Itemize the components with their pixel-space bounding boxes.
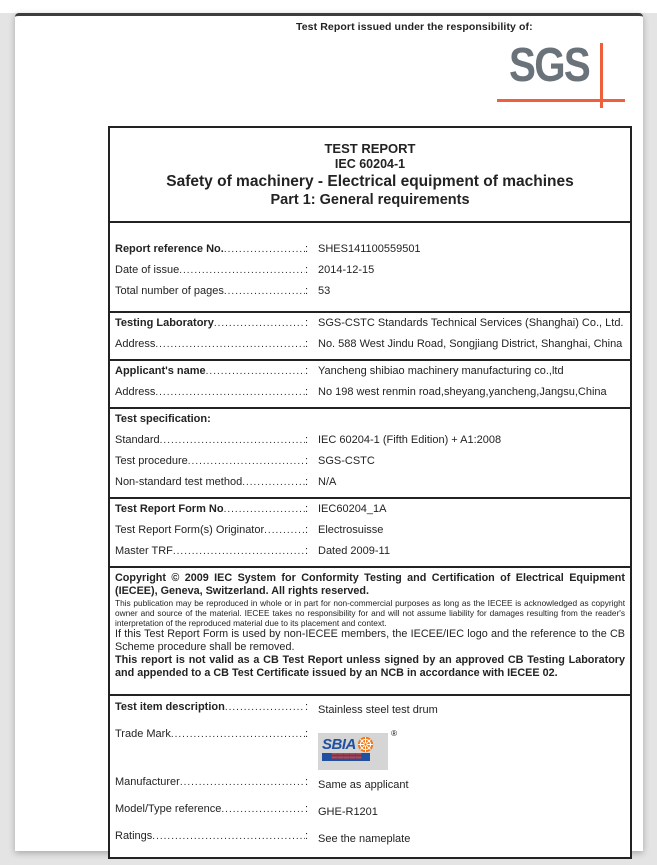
row-value: No. 588 West Jindu Road, Songjiang District, Shanghai, China [318,338,623,350]
row-label: Test Report Form No [115,503,224,515]
dotted-leader [180,777,305,788]
row-value: IEC 60204-1 (Fifth Edition) + A1:2008 [318,434,502,446]
row-label: Test item description [115,701,225,713]
responsibility-text: Test Report issued under the responsibility of: [296,21,533,33]
row-value: 53 [318,285,331,297]
row-label: Applicant's name [115,365,206,377]
row-label-cell [115,545,308,557]
sgs-logo-vertical-line [600,43,603,108]
table-row [115,803,625,830]
row-value: GHE-R1201 [318,806,378,818]
trademark-text: SBIA [322,736,356,753]
row-label: Ratings [115,830,153,842]
dotted-leader [221,804,305,815]
row-label-cell [115,386,308,398]
row-label: Test specification: [115,413,211,425]
table-row [115,830,625,857]
table-row [115,503,625,524]
row-value: N/A [318,476,337,488]
table-section [110,311,630,359]
copyright-usage-note: If this Test Report Form is used by non-IECEE members, the IECEE/IEC logo and the reference to the CB Scheme procedure shall be removed. [115,628,625,653]
row-label-cell [115,434,308,446]
dotted-leader [242,477,305,488]
dotted-leader [264,525,305,536]
row-label: Test procedure [115,455,188,467]
table-row [115,413,625,434]
row-value: Yancheng shibiao machinery manufacturing co.,ltd [318,365,564,377]
table-row [115,728,625,776]
row-value: SHES141100559501 [318,243,421,255]
standard-number: IEC 60204-1 [334,157,406,171]
table-row [115,338,625,359]
copyright-fine-print: This publication may be reproduced in whole or in part for non-commercial purposes as long as the IECEE is acknowledged as copyright owner and source of the material. IECEE takes no responsibility for and will not assume liability for damages resulting from the reader's interpretation of the reproduced material due to its placement and context. [115,598,625,628]
row-label-cell [115,728,308,740]
table-row [115,365,625,386]
table-row [115,317,625,338]
row-label: Non-standard test method [115,476,243,488]
registered-mark: ® [391,729,397,738]
trademark-wheel-icon [357,736,374,753]
table-section [110,694,630,857]
table-section [110,359,630,407]
row-value: SGS-CSTC Standards Technical Services (Shanghai) Co., Ltd. [318,317,624,329]
table-row [115,455,625,476]
row-label-cell [115,338,308,350]
row-label: Trade Mark [115,728,171,740]
title-block [110,128,630,221]
report-table [108,126,632,859]
dotted-leader [206,366,305,377]
dotted-leader [155,387,305,398]
copyright-notice: Copyright © 2009 IEC System for Conformity Testing and Certification of Electrical Equipment (IECEE), Geneva, Switzerland. All rights reserved. [115,572,625,597]
row-label-cell [115,365,308,377]
table-row [115,524,625,545]
table-sections-top [110,221,630,566]
dotted-leader [160,435,305,446]
dotted-leader [152,831,305,842]
copyright-section [110,566,630,694]
standard-part: Part 1: General requirements [270,192,470,208]
row-label: Total number of pages [115,285,224,297]
standard-name: Safety of machinery - Electrical equipment of machines [166,173,574,190]
row-value: 2014-12-15 [318,264,375,276]
row-label: Master TRF [115,545,173,557]
row-label-cell [115,524,308,536]
dotted-leader [171,729,305,740]
dotted-leader [155,339,305,350]
table-row [115,285,625,306]
row-label: Manufacturer [115,776,180,788]
dotted-leader [225,702,305,713]
row-label-cell [115,317,308,329]
dotted-leader [179,265,305,276]
row-value: No 198 west renmin road,sheyang,yancheng,Jangsu,China [318,386,607,398]
row-label-cell [115,243,308,255]
row-label: Address [115,386,156,398]
trademark-logo [318,729,397,770]
trademark-cn-bar: 〓〓〓〓〓 [322,753,370,761]
row-label-cell [115,285,308,297]
row-label-cell [115,413,308,425]
row-value: See the nameplate [318,833,411,845]
sgs-logo-text: SGS [509,39,590,92]
dotted-leader [214,318,305,329]
row-value: Electrosuisse [318,524,384,536]
row-label: Test Report Form(s) Originator [115,524,265,536]
table-row [115,243,625,264]
table-section [110,407,630,497]
row-value: Same as applicant [318,779,409,791]
row-label-cell [115,455,308,467]
row-value: SGS-CSTC [318,455,375,467]
table-row [115,264,625,285]
row-label-cell [115,264,308,276]
table-row [115,776,625,803]
row-label-cell [115,503,308,515]
dotted-leader [224,504,305,515]
table-sections-bottom [110,694,630,857]
row-label: Address [115,338,156,350]
row-label: Testing Laboratory [115,317,214,329]
table-row [115,701,625,728]
report-page [15,13,643,851]
table-row [115,434,625,455]
row-value: Dated 2009-11 [318,545,390,557]
row-label-cell [115,803,308,815]
dotted-leader [224,244,305,255]
table-row [115,386,625,407]
table-section [110,221,630,311]
row-label: Model/Type reference [115,803,222,815]
row-value [308,731,625,770]
sgs-logo-underline [497,99,625,102]
table-row [115,476,625,497]
table-section [110,497,630,566]
row-label-cell [115,476,308,488]
top-white-strip [0,0,657,13]
dotted-leader [173,546,305,557]
dotted-leader [224,286,305,297]
trademark-logo-box [318,733,388,770]
row-label-cell [115,776,308,788]
row-value: IEC60204_1A [318,503,387,515]
table-row [115,545,625,566]
row-value: Stainless steel test drum [318,704,438,716]
row-label: Standard [115,434,160,446]
dotted-leader [188,456,305,467]
report-title: TEST REPORT [324,141,416,156]
copyright-validity-note: This report is not valid as a CB Test Report unless signed by an approved CB Testing Laboratory and appended to a CB Test Certificate issued by an NCB in accordance with IECEE 02. [115,654,625,679]
row-label: Report reference No. [115,243,224,255]
row-label: Date of issue [115,264,180,276]
row-label-cell [115,830,308,842]
row-label-cell [115,701,308,713]
